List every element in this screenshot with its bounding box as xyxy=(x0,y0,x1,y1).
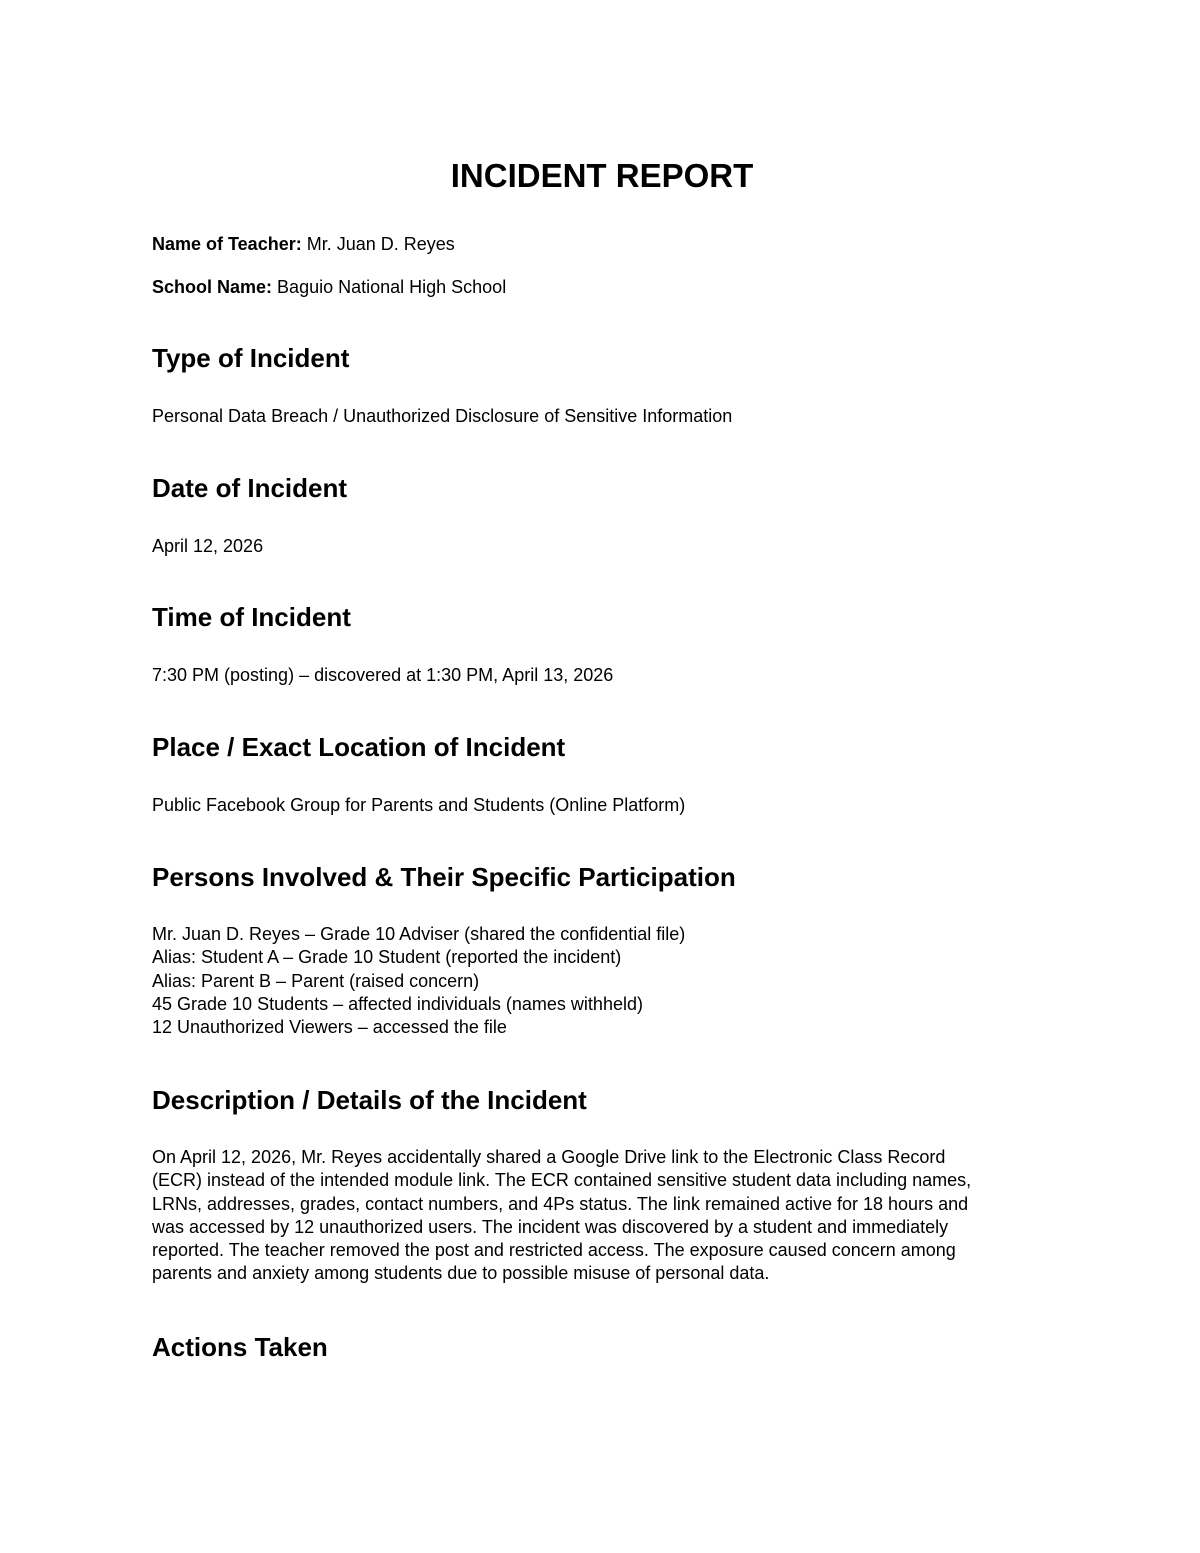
type-text: Personal Data Breach / Unauthorized Disclosure of Sensitive Information xyxy=(152,406,733,426)
persons-list xyxy=(152,923,685,1039)
time-heading: Time of Incident xyxy=(152,602,351,632)
school-label: School Name: xyxy=(152,277,273,297)
person-line: 12 Unauthorized Viewers – accessed the file xyxy=(152,1017,507,1037)
description-line: (ECR) instead of the intended module link. The ECR contained sensitive student data including names, xyxy=(152,1170,972,1191)
teacher-field xyxy=(152,232,455,256)
place-text: Public Facebook Group for Parents and Students (Online Platform) xyxy=(152,795,686,815)
description-line: reported. The teacher removed the post and restricted access. The exposure caused concern among xyxy=(152,1240,956,1260)
school-value: Baguio National High School xyxy=(277,277,507,297)
person-line: Alias: Student A – Grade 10 Student (reported the incident) xyxy=(152,947,622,968)
description-heading: Description / Details of the Incident xyxy=(152,1085,587,1115)
school-field xyxy=(152,275,506,299)
persons-heading: Persons Involved & Their Specific Participation xyxy=(152,862,736,892)
description-line: was accessed by 12 unauthorized users. The incident was discovered by a student and immediately xyxy=(152,1216,949,1237)
person-line: Mr. Juan D. Reyes – Grade 10 Adviser (shared the confidential file) xyxy=(152,924,686,944)
person-line: Alias: Parent B – Parent (raised concern) xyxy=(152,970,480,991)
time-text: 7:30 PM (posting) – discovered at 1:30 PM, April 13, 2026 xyxy=(152,665,614,685)
description-line: On April 12, 2026, Mr. Reyes accidentally shared a Google Drive link to the Electronic Class Record xyxy=(152,1147,946,1167)
teacher-value: Mr. Juan D. Reyes xyxy=(306,234,455,254)
actions-heading: Actions Taken xyxy=(152,1332,328,1362)
description-line: parents and anxiety among students due to possible misuse of personal data. xyxy=(152,1263,770,1284)
date-heading: Date of Incident xyxy=(152,473,348,503)
description-text xyxy=(152,1146,971,1286)
description-line: LRNs, addresses, grades, contact numbers, and 4Ps status. The link remained active for 18 hours and xyxy=(152,1193,969,1214)
date-text: April 12, 2026 xyxy=(152,536,264,556)
teacher-label: Name of Teacher: xyxy=(152,234,302,254)
type-heading: Type of Incident xyxy=(152,343,350,373)
place-heading: Place / Exact Location of Incident xyxy=(152,732,566,762)
document-title: INCIDENT REPORT xyxy=(450,157,754,194)
person-line: 45 Grade 10 Students – affected individuals (names withheld) xyxy=(152,993,643,1014)
